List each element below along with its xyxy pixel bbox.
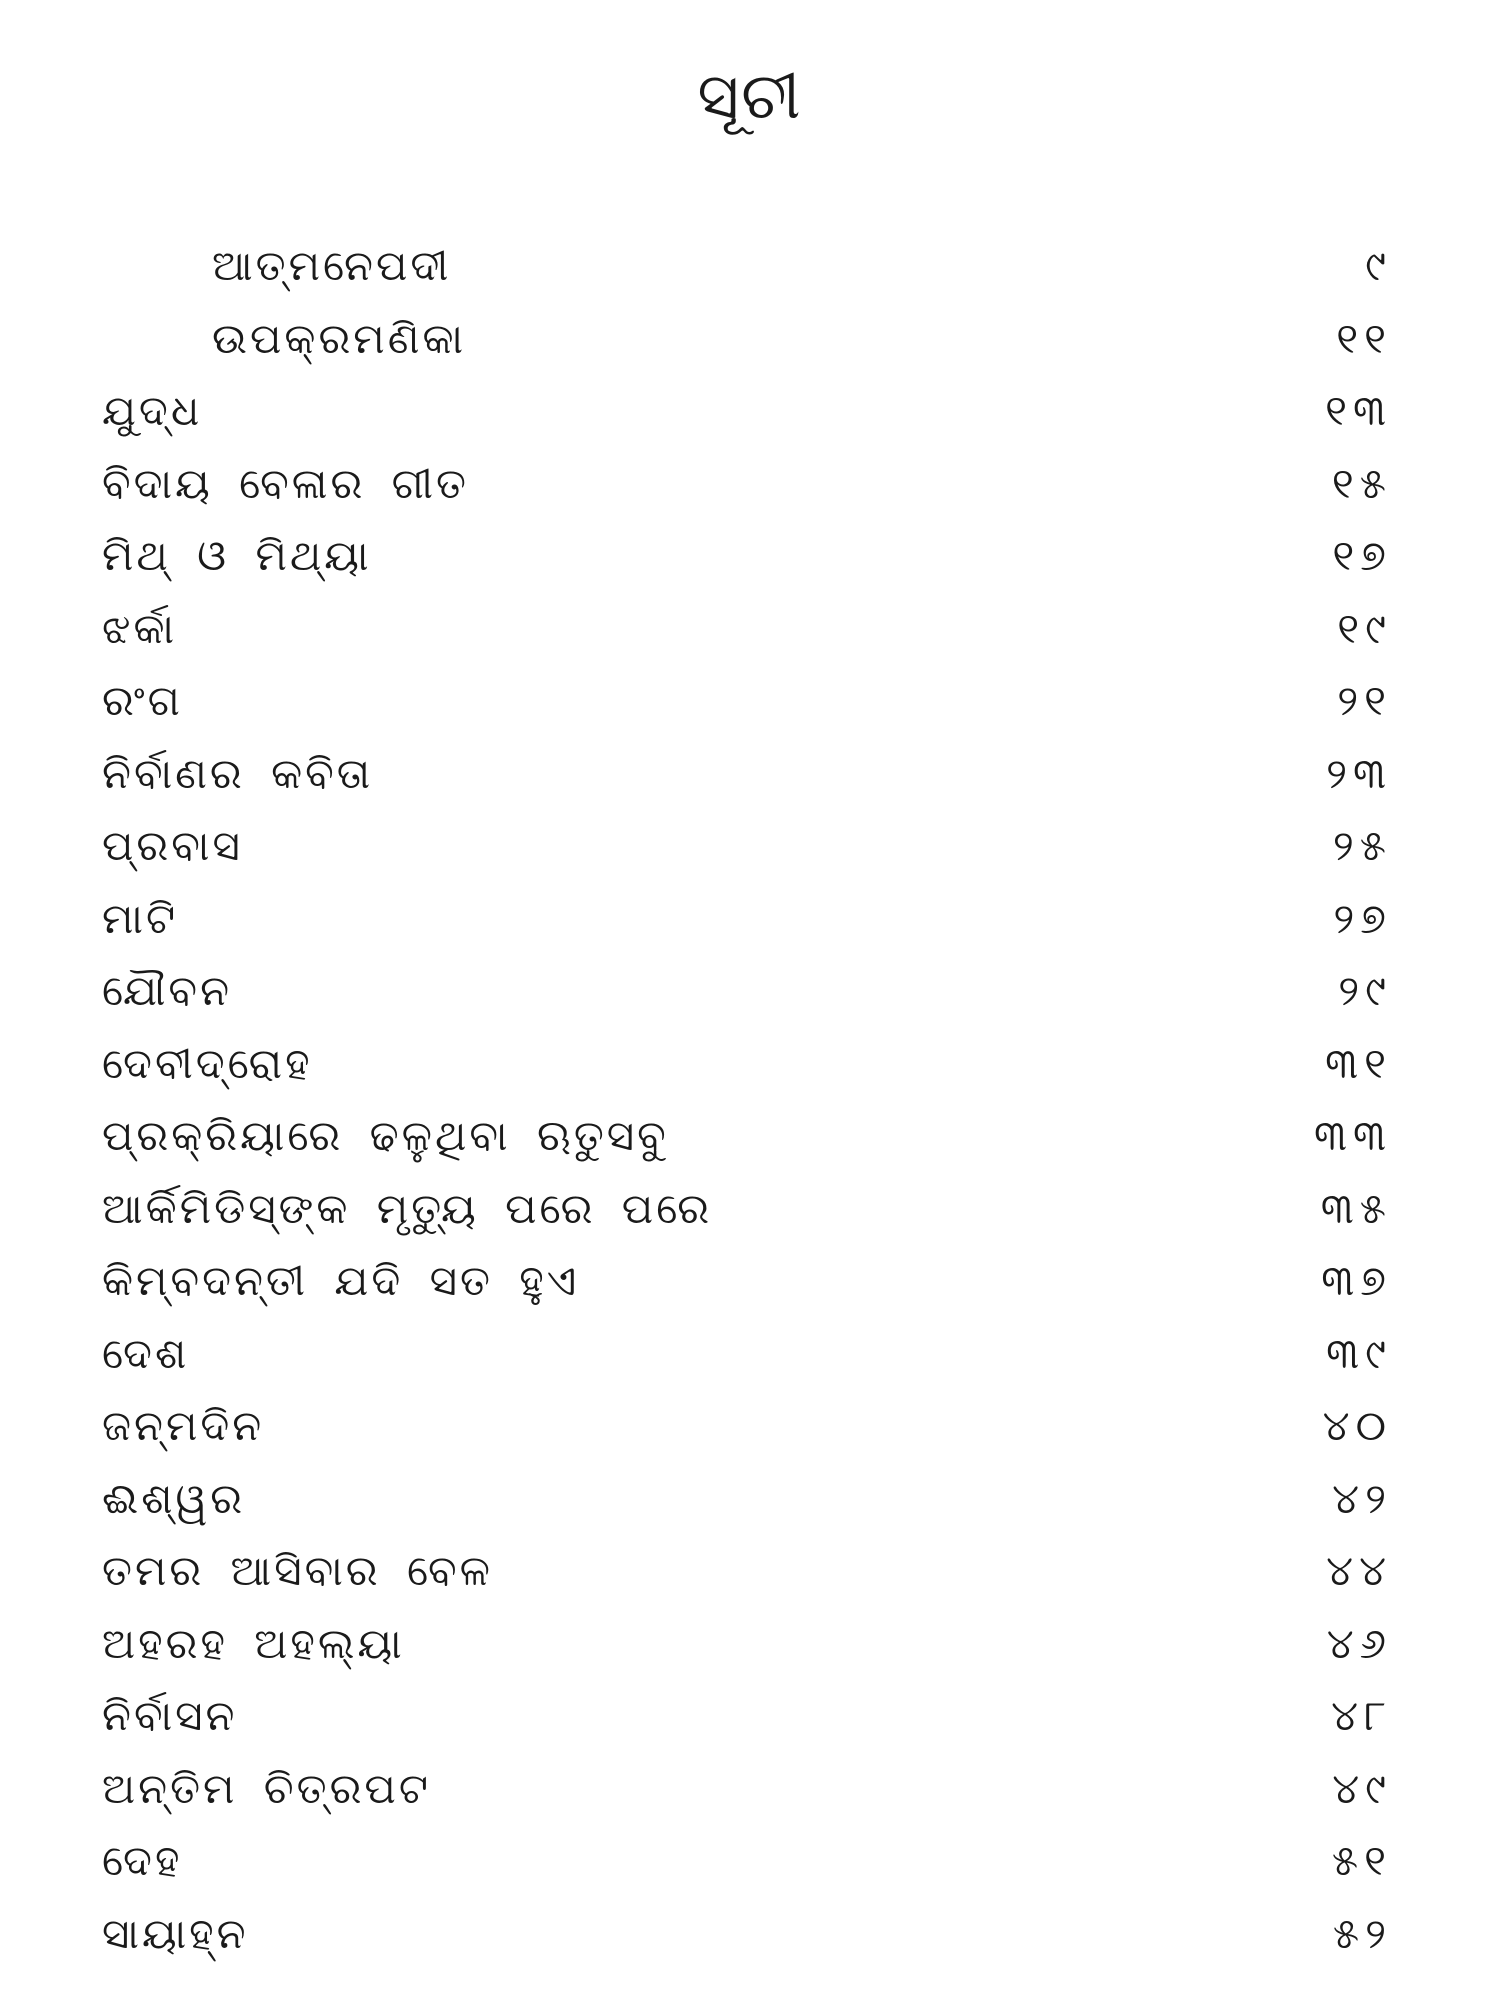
toc-entry	[102, 738, 1392, 811]
toc-entry	[102, 1463, 1392, 1536]
toc-entry-title: ଈଶ୍ୱର	[102, 1473, 246, 1523]
toc-entry-title: ଅହରହ ଅହଲ୍ୟା	[102, 1618, 405, 1668]
toc-entry	[102, 1245, 1392, 1318]
toc-entry-page-number: ୨୧	[1337, 676, 1392, 725]
toc-entry	[102, 1608, 1392, 1681]
toc-entry-title: କିମ୍ବଦନ୍ତୀ ଯଦି ସତ ହୁଏ	[102, 1256, 580, 1305]
toc-entry-page-number: ୪୦	[1322, 1401, 1392, 1450]
toc-entry-title: ତମର ଆସିବାର ବେଳ	[102, 1546, 494, 1595]
toc-entry	[102, 665, 1392, 738]
toc-entry-title: ପ୍ରବାସ	[102, 821, 243, 870]
toc-entry	[102, 1680, 1392, 1753]
toc-entry-page-number: ୨୭	[1333, 893, 1392, 943]
toc-entry	[102, 375, 1392, 448]
toc-entry-page-number: ୩୯	[1326, 1328, 1392, 1378]
toc-entry	[102, 1825, 1392, 1898]
toc-entry-page-number: ୪୯	[1332, 1763, 1392, 1813]
toc-entry	[102, 1390, 1392, 1463]
toc-entry	[102, 1753, 1392, 1826]
toc-entry	[102, 230, 1392, 303]
table-of-contents	[102, 230, 1392, 1970]
toc-entry-page-number: ୨୩	[1326, 748, 1392, 798]
toc-entry	[102, 448, 1392, 521]
toc-entry-title: ଦେହ	[102, 1836, 183, 1885]
toc-entry-title: ଅନ୍ତିମ ଚିତ୍ରପଟ	[102, 1763, 431, 1813]
toc-entry-title: ନିର୍ବାଣର କବିତା	[102, 748, 374, 798]
toc-entry-page-number: ୨୯	[1338, 966, 1392, 1015]
toc-entry-title: ପ୍ରକ୍ରିୟାରେ ଢଳୁଥିବା ଋତୁସବୁ	[102, 1111, 669, 1160]
toc-entry-title: ଝର୍କା	[102, 603, 178, 653]
toc-entry	[102, 1318, 1392, 1391]
toc-entry-page-number: ୧୫	[1331, 458, 1392, 508]
toc-entry-page-number: ୩୭	[1321, 1256, 1392, 1305]
toc-entry-title: ନିର୍ବାସନ	[102, 1691, 238, 1740]
toc-entry-title: ଜନ୍ମଦିନ	[102, 1401, 265, 1450]
toc-entry-page-number: ୧୯	[1337, 603, 1392, 653]
toc-entry-page-number: ୩୫	[1320, 1183, 1392, 1233]
toc-entry-title: ମିଥ୍ ଓ ମିଥ୍ୟା	[102, 531, 372, 580]
toc-entry	[102, 593, 1392, 666]
toc-entry-page-number: ୯	[1365, 241, 1392, 290]
toc-entry-page-number: ୧୩	[1325, 386, 1392, 435]
toc-entry-title: ବିଦାୟ ବେଳାର ଗୀତ	[102, 458, 470, 508]
toc-entry-title: ଦେଶ	[102, 1328, 190, 1378]
toc-entry-page-number: ୧୧	[1336, 313, 1392, 363]
toc-entry-page-number: ୫୨	[1332, 1908, 1392, 1958]
toc-entry	[102, 955, 1392, 1028]
toc-entry-title: ସାୟାହ୍ନ	[102, 1908, 249, 1958]
toc-entry	[102, 520, 1392, 593]
toc-entry	[102, 1173, 1392, 1246]
toc-entry	[102, 1898, 1392, 1971]
toc-entry-title: ଯୁଦ୍ଧ	[102, 386, 203, 435]
toc-entry-page-number: ୪୨	[1332, 1473, 1392, 1523]
toc-entry	[102, 1535, 1392, 1608]
toc-entry-page-number: ୩୧	[1325, 1038, 1392, 1088]
page-title: ସୂଚୀ	[697, 60, 803, 134]
toc-entry-page-number: ୨୫	[1332, 821, 1392, 870]
toc-entry-title: ଦେବୀଦ୍ରୋହ	[102, 1038, 313, 1088]
toc-entry	[102, 883, 1392, 956]
toc-entry	[102, 1028, 1392, 1101]
toc-entry-page-number: ୩୩	[1313, 1111, 1392, 1160]
toc-entry-title: ରଂଗ	[102, 676, 183, 725]
toc-entry-page-number: ୪୮	[1331, 1691, 1392, 1740]
toc-entry-title: ମାଟି	[102, 893, 179, 943]
toc-entry	[102, 1100, 1392, 1173]
toc-entry	[102, 810, 1392, 883]
toc-entry-page-number: ୫୧	[1331, 1836, 1392, 1885]
toc-entry-title: ଆତ୍ମନେପଦୀ	[212, 241, 452, 290]
toc-entry-page-number: ୧୭	[1332, 531, 1392, 580]
toc-entry-title: ଯୌବନ	[102, 966, 233, 1015]
toc-entry-title: ଆର୍କିମିଡିସ୍ଙ୍କ ମୃତ୍ୟୁ ପରେ ପରେ	[102, 1183, 713, 1233]
toc-entry-page-number: ୪୬	[1326, 1618, 1392, 1668]
toc-entry-page-number: ୪୪	[1326, 1546, 1392, 1595]
toc-entry	[102, 303, 1392, 376]
toc-entry-title: ଉପକ୍ରମଣିକା	[212, 313, 467, 363]
